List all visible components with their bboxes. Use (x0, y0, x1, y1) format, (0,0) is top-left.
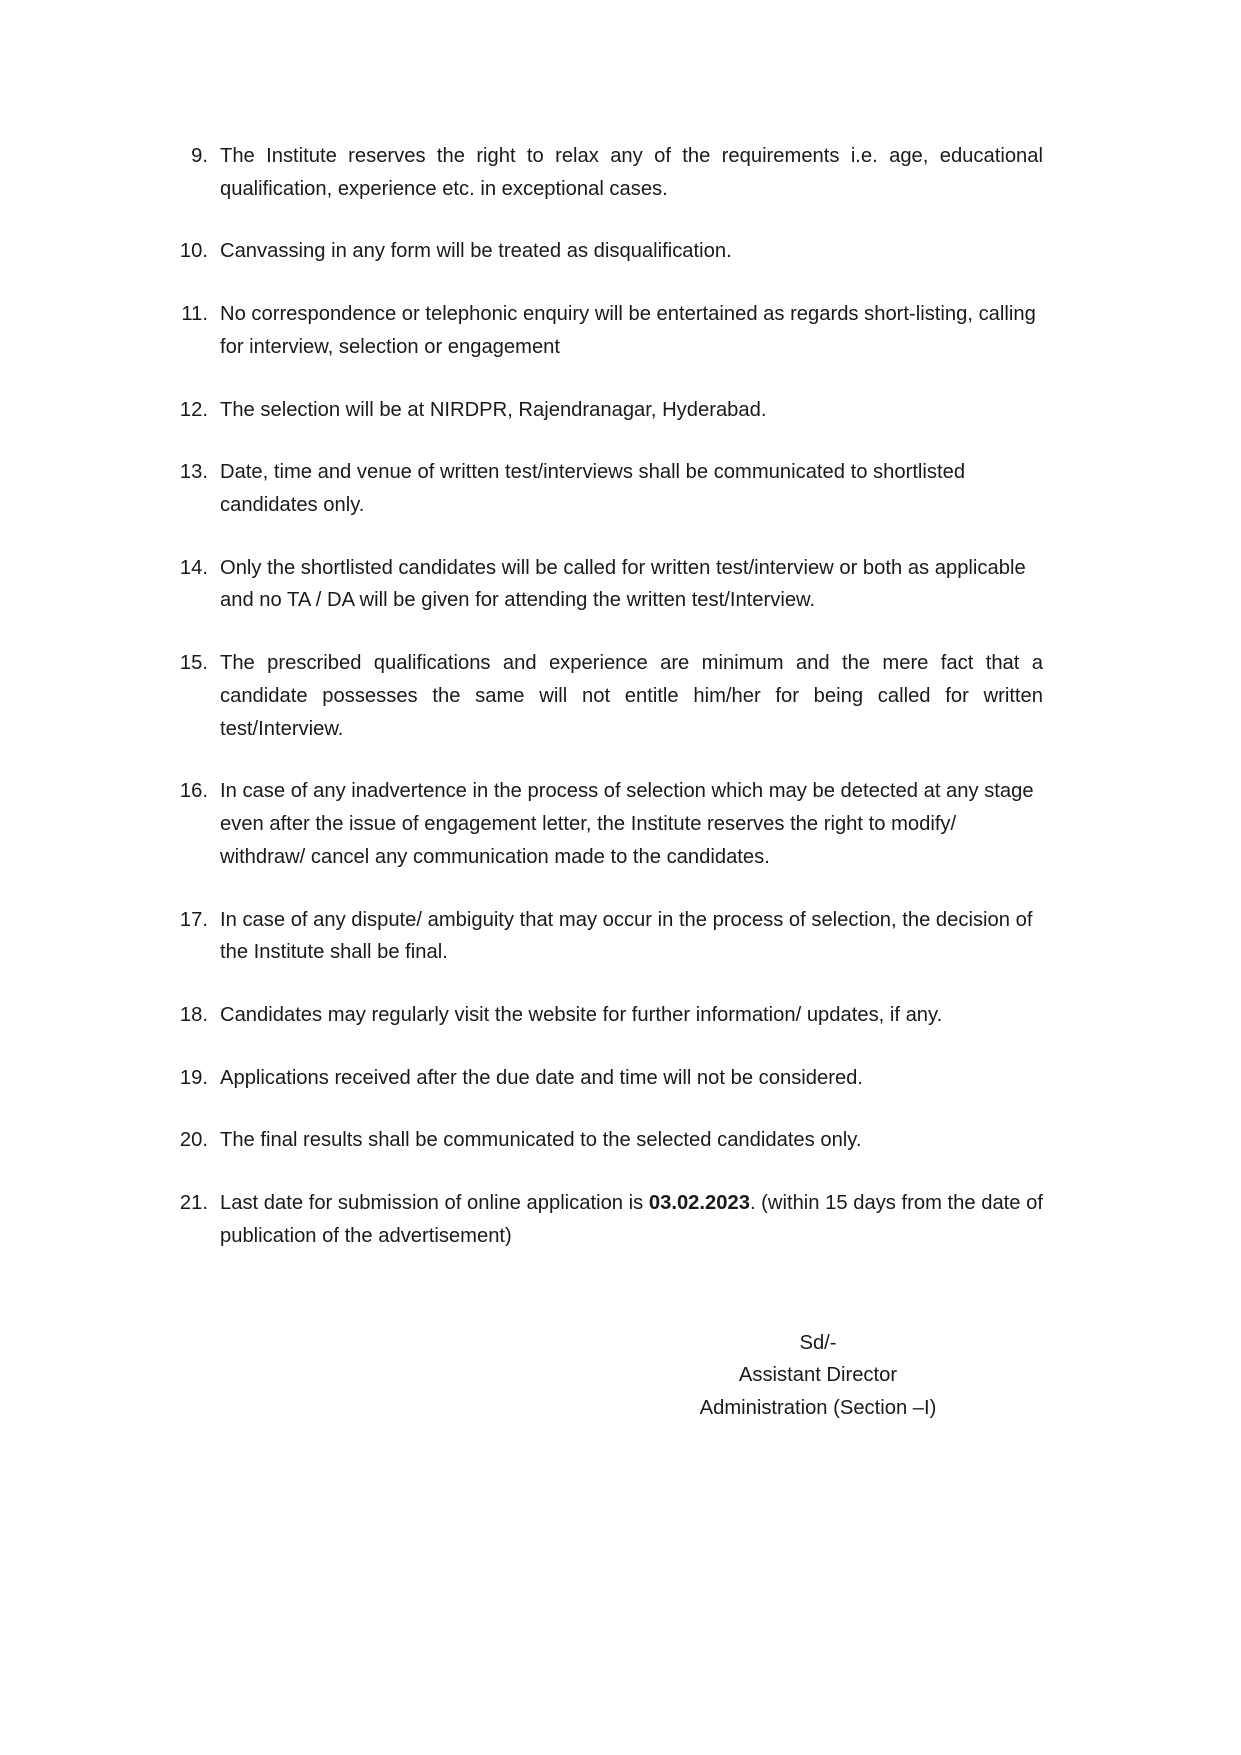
list-item (178, 298, 1043, 363)
list-item (178, 394, 1043, 427)
list-item-text: Candidates may regularly visit the website for further information/ updates, if any. (220, 1003, 943, 1026)
list-item-number: 15. (179, 652, 208, 675)
list-item-text: In case of any dispute/ ambiguity that may occur in the process of selection, the decision of the Institute shall be final. (220, 908, 1033, 964)
list-item (178, 1124, 1043, 1157)
list-item-number: 18. (179, 1003, 208, 1026)
list-item-number: 21. (179, 1192, 208, 1215)
list-item-text-last-date (220, 1187, 1043, 1252)
signature-designation: Assistant Director (738, 1364, 898, 1387)
list-item-number: 17. (179, 908, 208, 931)
list-item-text: The prescribed qualifications and experience are minimum and the mere fact that a candidate possesses the same will not entitle him/her for being called for written test/Interview. (220, 652, 1043, 740)
list-item-number: 16. (179, 780, 208, 803)
last-date-prefix: Last date for submission of online application is (220, 1192, 649, 1215)
terms-and-conditions-list (178, 140, 1043, 1253)
list-item-text: The Institute reserves the right to relax any of the requirements i.e. age, educational qualification, experience etc. in exceptional cases. (220, 145, 1043, 200)
list-item-text: The final results shall be communicated to the selected candidates only. (220, 1129, 862, 1152)
list-item-number: 9. (191, 145, 208, 167)
signature-sd-line: Sd/- (799, 1331, 837, 1354)
last-date-suffix: . (within 15 days from the date of publication of the advertisement) (220, 1192, 1043, 1247)
list-item (178, 999, 1043, 1032)
list-item (178, 552, 1043, 617)
list-item-number: 14. (179, 556, 208, 579)
list-item (178, 904, 1043, 969)
list-item (178, 456, 1043, 521)
list-item-number: 12. (179, 398, 208, 421)
list-item-number: 20. (179, 1129, 208, 1152)
list-item-number: 10. (179, 240, 208, 263)
list-item-text: Date, time and venue of written test/interviews shall be communicated to shortlisted candidates only. (220, 461, 966, 517)
signature-department: Administration (Section –I) (699, 1396, 937, 1419)
list-item-number: 11. (181, 303, 208, 326)
list-item (178, 140, 1043, 205)
list-item-number: 19. (179, 1066, 208, 1089)
list-item (178, 1062, 1043, 1095)
list-item-text: Only the shortlisted candidates will be called for written test/interview or both as applicable and no TA / DA will be given for attending the written test/Interview. (220, 556, 1026, 612)
list-item (178, 235, 1043, 268)
signature-block (603, 1327, 1033, 1425)
last-date-value: 03.02.2023 (648, 1192, 750, 1215)
list-item (178, 1187, 1043, 1252)
list-item (178, 647, 1043, 745)
list-item-text: Applications received after the due date and time will not be considered. (220, 1066, 864, 1089)
list-item-text: In case of any inadvertence in the process of selection which may be detected at any stage even after the issue of engagement letter, the Institute reserves the right to modify/ withdraw/ cancel any communication made to the candidates. (220, 780, 1034, 868)
list-item-text: No correspondence or telephonic enquiry will be entertained as regards short-listing, calling for interview, selection or engagement (220, 303, 1036, 358)
list-item-text: Canvassing in any form will be treated as disqualification. (220, 240, 732, 263)
list-item (178, 775, 1043, 873)
list-item-number: 13. (179, 461, 208, 484)
list-item-text: The selection will be at NIRDPR, Rajendranagar, Hyderabad. (220, 398, 767, 421)
